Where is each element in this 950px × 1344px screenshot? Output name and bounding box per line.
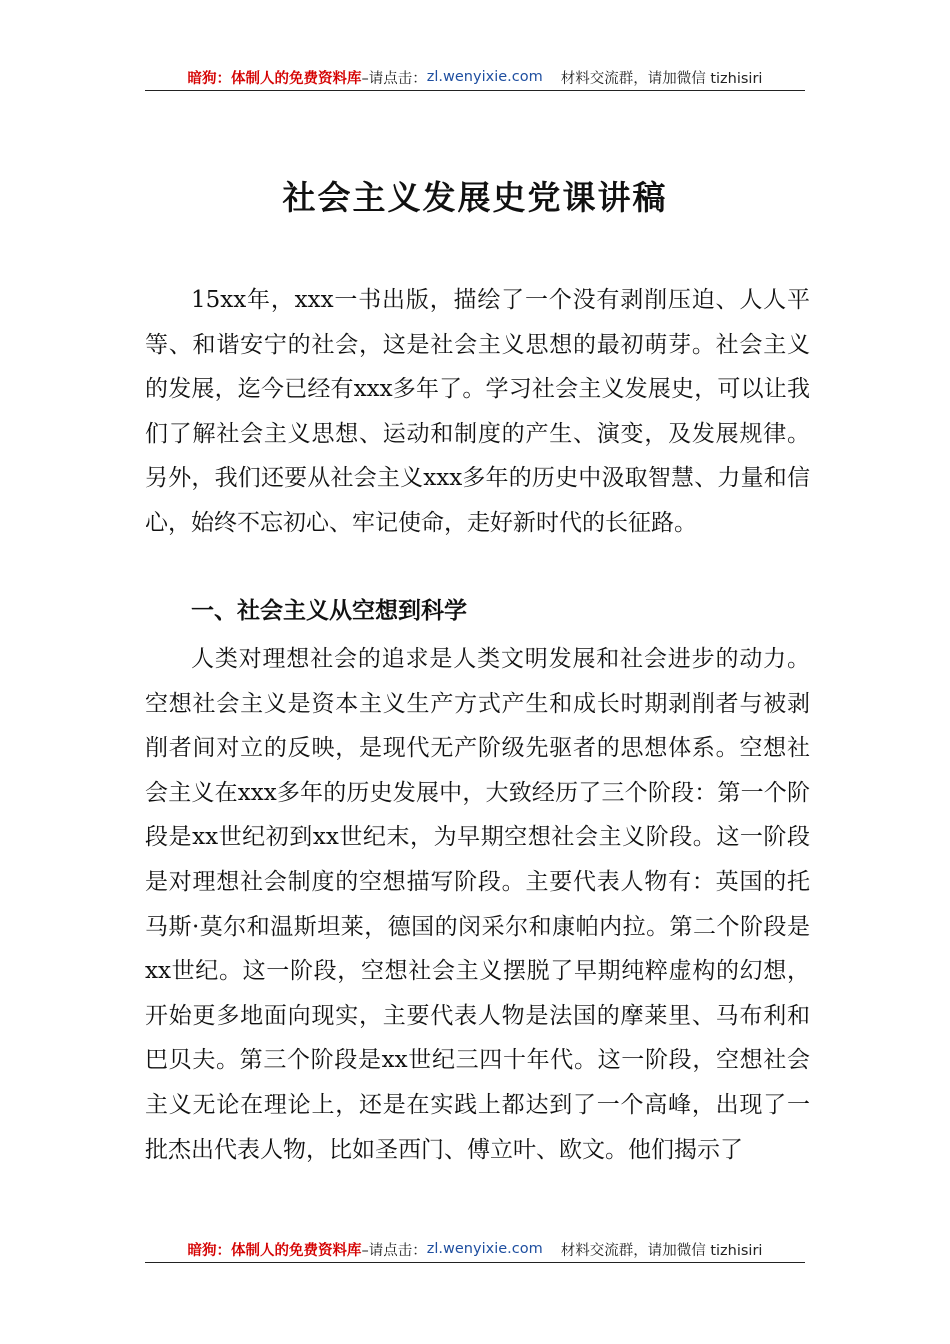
footer-banner bbox=[145, 1236, 805, 1263]
banner-link[interactable]: zl.wenyixie.com bbox=[426, 1241, 543, 1257]
banner-link[interactable]: zl.wenyixie.com bbox=[426, 69, 543, 85]
banner-click-prompt: –请点击： bbox=[361, 70, 427, 87]
banner-site-name: 暗狗：体制人的免费资料库 bbox=[187, 70, 362, 87]
document-title: 社会主义发展史党课讲稿 bbox=[282, 178, 668, 217]
section-heading-1: 一、社会主义从空想到科学 bbox=[191, 598, 467, 624]
banner-site-name: 暗狗：体制人的免费资料库 bbox=[187, 1242, 362, 1259]
intro-paragraph: 15xx年，xxx一书出版，描绘了一个没有剥削压迫、人人平等、和谐安宁的社会，这是社会主义思想的最初萌芽。社会主义的发展，迄今已经有xxx多年了。学习社会主义发展史，可以让我们了解社会主义思想、运动和制度的产生、演变，及发展规律。另外，我们还要从社会主义xxx多年的历史中汲取智慧、力量和信心，始终不忘初心、牢记使命，走好新时代的长征路。 bbox=[145, 287, 810, 536]
header-banner bbox=[145, 64, 805, 91]
banner-wechat-note: 材料交流群，请加微信 tizhisiri bbox=[560, 1242, 763, 1259]
banner-click-prompt: –请点击： bbox=[361, 1242, 427, 1259]
section-1-paragraph: 人类对理想社会的追求是人类文明发展和社会进步的动力。空想社会主义是资本主义生产方式产生和成长时期剥削者与被剥削者间对立的反映，是现代无产阶级先驱者的思想体系。空想社会主义在xxx多年的历史发展中，大致经历了三个阶段：第一个阶段是xx世纪初到xx世纪末，为早期空想社会主义阶段。这一阶段是对理想社会制度的空想描写阶段。主要代表人物有：英国的托马斯·莫尔和温斯坦莱，德国的闵采尔和康帕内拉。第二个阶段是xx世纪。这一阶段，空想社会主义摆脱了早期纯粹虚构的幻想，开始更多地面向现实，主要代表人物是法国的摩莱里、马布利和巴贝夫。第三个阶段是xx世纪三四十年代。这一阶段，空想社会主义无论在理论上，还是在实践上都达到了一个高峰，出现了一批杰出代表人物，比如圣西门、傅立叶、欧文。他们揭示了 bbox=[145, 646, 810, 1163]
banner-wechat-note: 材料交流群，请加微信 tizhisiri bbox=[560, 70, 763, 87]
